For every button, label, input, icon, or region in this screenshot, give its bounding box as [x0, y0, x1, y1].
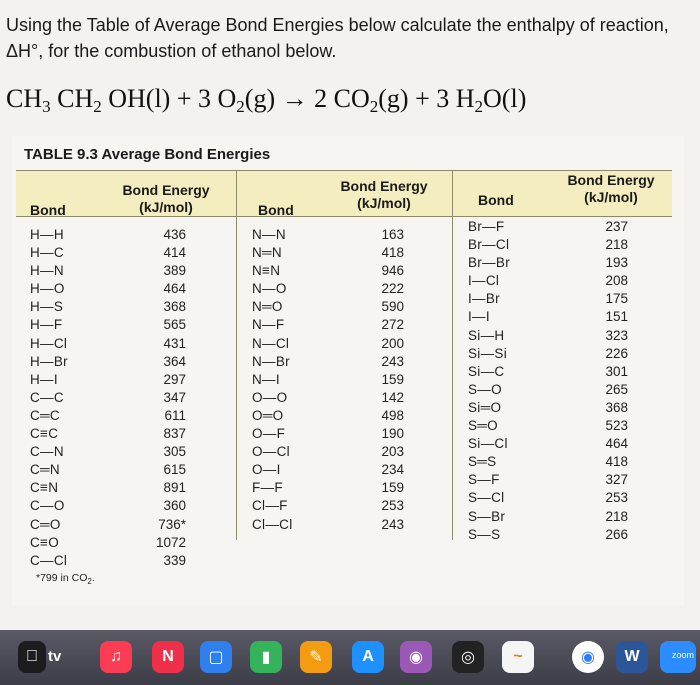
eq-state: (g): [378, 84, 409, 113]
bond-energy-value: 151: [605, 309, 628, 325]
bond-label: N—I: [252, 371, 280, 387]
bond-label: Si—C: [468, 363, 505, 379]
bond-label: C—Cl: [30, 552, 68, 568]
bond-energy-value: 193: [605, 255, 628, 271]
eq-ch2: CH: [50, 84, 94, 113]
bond-energy-value: 208: [605, 273, 628, 289]
bond-energy-value: 305: [163, 444, 186, 460]
eq-plus: +: [408, 84, 437, 113]
bond-energy-value: 615: [163, 462, 186, 478]
bond-energy-value: 590: [381, 299, 404, 315]
bond-label: Si—Si: [468, 345, 508, 361]
bond-energy-value: 265: [605, 381, 628, 397]
app-store-icon[interactable]: A: [352, 641, 384, 673]
bond-energy-value: 200: [381, 335, 404, 351]
bond-label: S═O: [468, 418, 498, 434]
column-divider: [452, 170, 453, 540]
bond-label: O—Cl: [252, 444, 290, 460]
mac-dock: [0, 630, 700, 685]
eq-plus: +: [170, 84, 199, 113]
bond-label: Si═O: [468, 399, 502, 415]
bond-label: H—Cl: [30, 335, 68, 351]
bond-label: O—I: [252, 462, 281, 478]
bond-label: S—F: [468, 472, 500, 488]
bond-label: H—H: [30, 227, 64, 242]
bond-label: N—Cl: [252, 335, 290, 351]
keynote-icon[interactable]: ▢: [200, 641, 232, 673]
bond-label: Si—Cl: [468, 436, 508, 452]
bond-energy-value: 226: [605, 345, 628, 361]
bond-energy-value: 243: [381, 516, 404, 532]
footnote-end: .: [91, 572, 95, 584]
bond-label: S—Cl: [468, 490, 505, 506]
bond-energy-value: 464: [605, 436, 628, 452]
combustion-equation: [6, 82, 696, 124]
numbers-icon[interactable]: ▮: [250, 641, 282, 673]
bond-energy-value: 418: [605, 454, 628, 470]
table-title: TABLE 9.3 Average Bond Energies: [24, 146, 271, 163]
bond-energy-value: 523: [605, 418, 628, 434]
energy-column-1: [126, 226, 186, 570]
bond-label: I—I: [468, 309, 490, 325]
bond-column-3: [468, 218, 510, 544]
bond-label: O—F: [252, 426, 286, 442]
bond-label: C—O: [30, 498, 65, 514]
bond-energy-value: 464: [163, 281, 186, 297]
bond-label: C≡C: [30, 426, 59, 442]
eq-co2: 2 CO: [314, 84, 370, 113]
bond-label: S—Br: [468, 508, 506, 524]
bond-label: H—O: [30, 281, 65, 297]
screen-icon[interactable]: ◎: [452, 641, 484, 673]
energy-column-3: [582, 218, 628, 544]
bond-label: H—S: [30, 299, 64, 315]
question-text: [6, 12, 696, 64]
bond-energy-value: 431: [163, 335, 186, 351]
footnote-text: *799 in CO: [36, 572, 88, 584]
bond-energy-value: 175: [605, 291, 628, 307]
header-bond-1: Bond: [30, 202, 66, 218]
bond-energy-value: 234: [381, 462, 404, 478]
header-energy-3: [556, 172, 666, 206]
bond-label: F—F: [252, 480, 283, 496]
bond-energy-value: 364: [163, 353, 186, 369]
bond-energy-value: 222: [381, 281, 404, 297]
bond-energy-value: 611: [164, 407, 186, 423]
bond-label: C≡O: [30, 534, 60, 550]
bond-label: N═O: [252, 299, 283, 315]
bond-energy-value: 327: [605, 472, 628, 488]
bond-energy-value: 243: [381, 353, 404, 369]
bond-energy-value: 266: [605, 526, 628, 542]
table-footnote: [36, 572, 95, 586]
bond-energy-value: 837: [163, 426, 186, 442]
header-energy-line2: (kJ/mol): [584, 189, 638, 205]
bond-energy-value: 736*: [158, 516, 186, 532]
bond-energy-value: 159: [381, 480, 404, 496]
bond-label: Br—F: [468, 219, 505, 234]
music-icon[interactable]: ♫: [100, 641, 132, 673]
eq-o2: 3 O: [198, 84, 237, 113]
pages-icon[interactable]: ✎: [300, 641, 332, 673]
bond-label: Cl—Cl: [252, 516, 293, 532]
bond-energy-value: 436: [163, 227, 186, 242]
bond-energy-value: 159: [381, 371, 404, 387]
header-bond-2: Bond: [258, 202, 294, 218]
bond-energy-value: 218: [605, 237, 628, 253]
bond-label: N═N: [252, 245, 282, 261]
eq-sub: 2: [474, 97, 484, 116]
header-energy-line1: Bond Energy: [340, 178, 428, 194]
bond-label: Cl—F: [252, 498, 288, 514]
bond-label: H—C: [30, 245, 64, 261]
bond-column-2: [252, 226, 293, 534]
podcasts-icon[interactable]: ◉: [400, 641, 432, 673]
question-line-2: ΔH°, for the combustion of ethanol below.: [6, 41, 337, 61]
bond-energy-value: 1072: [155, 534, 186, 550]
bond-label: I—Br: [468, 291, 500, 307]
tv-label: tv: [48, 648, 62, 665]
header-energy-2: [334, 178, 434, 212]
bond-label: C═O: [30, 516, 61, 532]
bond-label: N—O: [252, 281, 287, 297]
bond-energy-value: 297: [163, 371, 186, 387]
bond-energy-value: 347: [163, 389, 186, 405]
eq-sub: 2: [236, 97, 245, 116]
bond-label: O═O: [252, 407, 284, 423]
bond-label: S—S: [468, 526, 501, 542]
bond-label: Si—H: [468, 327, 505, 343]
eq-ch: CH: [6, 84, 43, 113]
bond-energy-value: 389: [163, 263, 186, 279]
bond-energy-value: 368: [605, 399, 628, 415]
bond-energy-value: 946: [381, 263, 404, 279]
header-energy-line2: (kJ/mol): [357, 195, 411, 211]
zoom-label: zoom: [672, 650, 695, 660]
tv-app-icon[interactable]: [18, 641, 46, 673]
header-energy-line2: (kJ/mol): [139, 199, 193, 215]
news-icon[interactable]: N: [152, 641, 184, 673]
eq-sub: 3: [42, 97, 51, 116]
eq-arrow: →: [275, 84, 315, 113]
bond-label: N—N: [252, 227, 286, 242]
bond-label: H—F: [30, 317, 63, 333]
bond-energy-value: 142: [381, 389, 404, 405]
bond-energy-value: 218: [605, 508, 628, 524]
bond-label: N≡N: [252, 263, 281, 279]
bond-energy-value: 237: [605, 219, 628, 234]
bond-energy-value: 190: [381, 426, 404, 442]
bond-label: N—F: [252, 317, 285, 333]
column-divider: [236, 170, 237, 540]
bond-label: O—O: [252, 389, 288, 405]
chrome-icon[interactable]: ◉: [572, 641, 604, 673]
eq-sub: 2: [93, 97, 102, 116]
eq-oh: OH(l): [101, 84, 171, 113]
bond-energy-value: 163: [381, 227, 404, 242]
bond-energy-value: 565: [163, 317, 186, 333]
bond-label: H—N: [30, 263, 64, 279]
bond-energy-value: 498: [381, 407, 404, 423]
header-energy-line1: Bond Energy: [122, 182, 210, 198]
header-energy-1: [116, 182, 216, 216]
header-divider: [16, 216, 672, 217]
bond-label: C≡N: [30, 480, 59, 496]
bond-energy-value: 253: [605, 490, 628, 506]
bond-label: S═S: [468, 454, 497, 470]
bond-energy-value: 360: [163, 498, 186, 514]
bond-label: H—Br: [30, 353, 68, 369]
bond-label: Br—Cl: [468, 237, 510, 253]
eq-state: O(l): [483, 84, 527, 113]
bond-label: C═C: [30, 407, 60, 423]
bond-energy-value: 891: [163, 480, 186, 496]
header-energy-line1: Bond Energy: [567, 172, 655, 188]
bond-label: I—Cl: [468, 273, 500, 289]
word-icon[interactable]: W: [616, 641, 648, 673]
bond-label: C═N: [30, 462, 60, 478]
footnote-sub: 2: [87, 577, 92, 587]
bond-column-1: [30, 226, 68, 570]
bond-energy-value: 301: [605, 363, 628, 379]
bond-label: C—C: [30, 389, 64, 405]
bond-label: C—N: [30, 444, 64, 460]
bond-energy-value: 418: [381, 245, 404, 261]
header-bond-3: Bond: [478, 192, 514, 208]
bond-energy-value: 323: [605, 327, 628, 343]
question-line-1: Using the Table of Average Bond Energies below calculate the enthalpy of reaction,: [6, 15, 669, 35]
bond-label: N—Br: [252, 353, 290, 369]
bond-energy-value: 339: [163, 552, 186, 568]
bond-energy-value: 368: [163, 299, 186, 315]
freeform-icon[interactable]: ~: [502, 641, 534, 673]
bond-energy-value: 253: [381, 498, 404, 514]
energy-column-2: [356, 226, 404, 534]
eq-state: (g): [244, 84, 276, 113]
eq-sub: 2: [369, 97, 379, 116]
bond-label: H—I: [30, 371, 58, 387]
header-divider: [16, 170, 672, 171]
bond-energy-value: 414: [163, 245, 186, 261]
eq-h2o: 3 H: [436, 84, 475, 113]
bond-label: S—O: [468, 381, 502, 397]
bond-energy-value: 203: [381, 444, 404, 460]
bond-label: Br—Br: [468, 255, 510, 271]
bond-energy-table: [16, 170, 672, 570]
bond-energy-value: 272: [381, 317, 404, 333]
